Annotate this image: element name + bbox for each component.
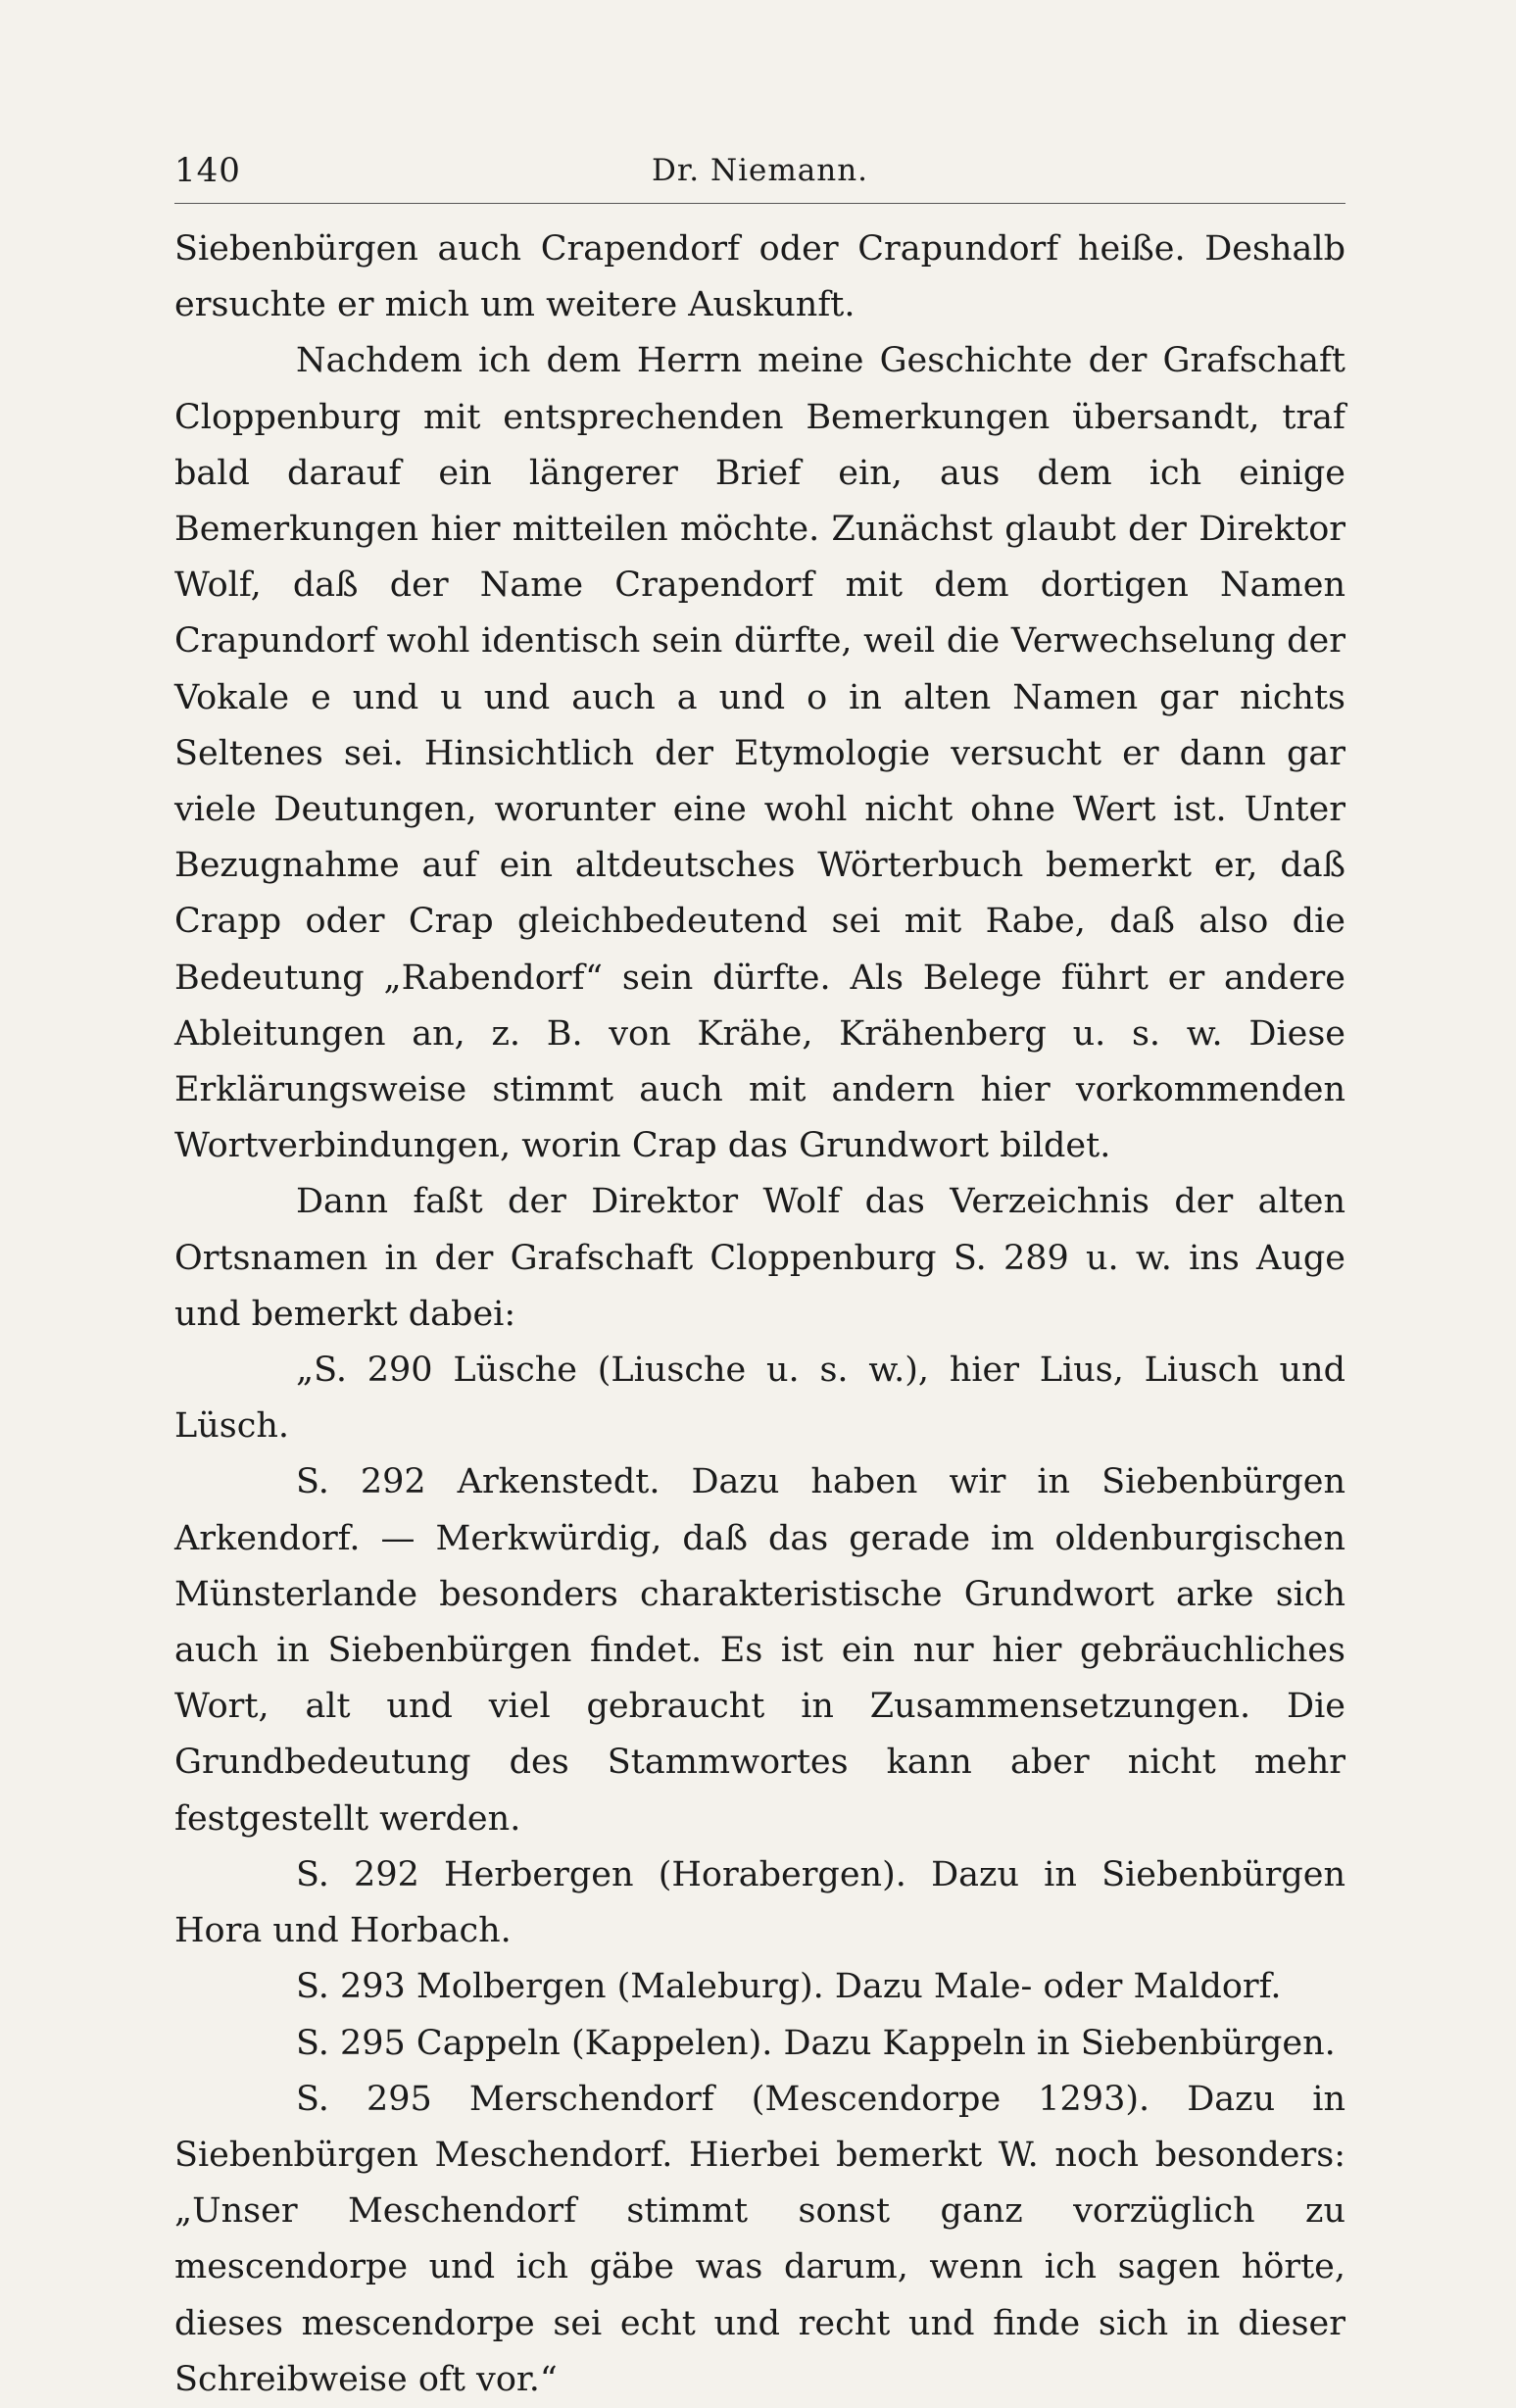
entry-merschendorf: S. 295 Merschendorf (Mescendorpe 1293). Dazu in Siebenbürgen Meschendorf. Hierbei bemerkt W. noch besonders: „Unser Meschendorf stimmt sonst ganz vorzüglich zu mescendorpe und ich gäbe was darum, wenn ich sagen hörte, dieses mescendorpe sei echt und recht und finde sich in dieser Schreibweise oft vor.“ [174, 2079, 1345, 2399]
entry-luesche: „S. 290 Lüsche (Liusche u. s. w.), hier Lius, Liusch und Lüsch. [174, 1351, 1345, 1447]
running-head: Dr. Niemann. [651, 153, 869, 188]
page-number: 140 [174, 151, 241, 190]
entry-herbergen: S. 292 Herbergen (Horabergen). Dazu in Siebenbürgen Hora und Horbach. [174, 1854, 1345, 1951]
entry-molbergen: S. 293 Molbergen (Maleburg). Dazu Male- oder Maldorf. [296, 1967, 1282, 2007]
page-header [174, 147, 1345, 196]
paragraph-continuation: Siebenbürgen auch Crapendorf oder Crapundorf heiße. Deshalb ersuchte er mich um weitere Auskunft. [174, 229, 1345, 325]
entry-cappeln: S. 295 Cappeln (Kappelen). Dazu Kappeln in Siebenbürgen. [296, 2023, 1336, 2063]
body-text [174, 221, 1345, 2408]
entry-arkenstedt: S. 292 Arkenstedt. Dazu haben wir in Siebenbürgen Arkendorf. — Merkwürdig, daß das gerade im oldenburgischen Münsterlande besonders charakteristische Grundwort arke sich auch in Siebenbürgen findet. Es ist ein nur hier gebräuchliches Wort, alt und viel gebraucht in Zusammensetzungen. Die Grundbedeutung des Stammwortes kann aber nicht mehr festgestellt werden. [174, 1462, 1345, 1839]
paragraph-letter: Nachdem ich dem Herrn meine Geschichte der Grafschaft Cloppenburg mit entsprechenden Bemerkungen übersandt, traf bald darauf ein längerer Brief ein, aus dem ich einige Bemerkungen hier mitteilen möchte. Zunächst glaubt der Direktor Wolf, daß der Name Crapendorf mit dem dortigen Namen Crapundorf wohl identisch sein dürfte, weil die Verwechselung der Vokale e und u und auch a und o in alten Namen gar nichts Seltenes sei. Hinsichtlich der Etymologie versucht er dann gar viele Deutungen, worunter eine wohl nicht ohne Wert ist. Unter Bezugnahme auf ein altdeutsches Wörterbuch bemerkt er, daß Crapp oder Crap gleichbedeutend sei mit Rabe, daß also die Bedeutung „Rabendorf“ sein dürfte. Als Belege führt er andere Ableitungen an, z. B. von Krähe, Krähenberg u. s. w. Diese Erklärungsweise stimmt auch mit andern hier vorkommenden Wortverbindungen, worin Crap das Grundwort bildet. [174, 341, 1345, 1166]
header-rule [174, 203, 1345, 204]
paragraph-place-list-intro: Dann faßt der Direktor Wolf das Verzeichnis der alten Ortsnamen in der Grafschaft Cloppenburg S. 289 u. w. ins Auge und bemerkt dabei: [174, 1182, 1345, 1334]
